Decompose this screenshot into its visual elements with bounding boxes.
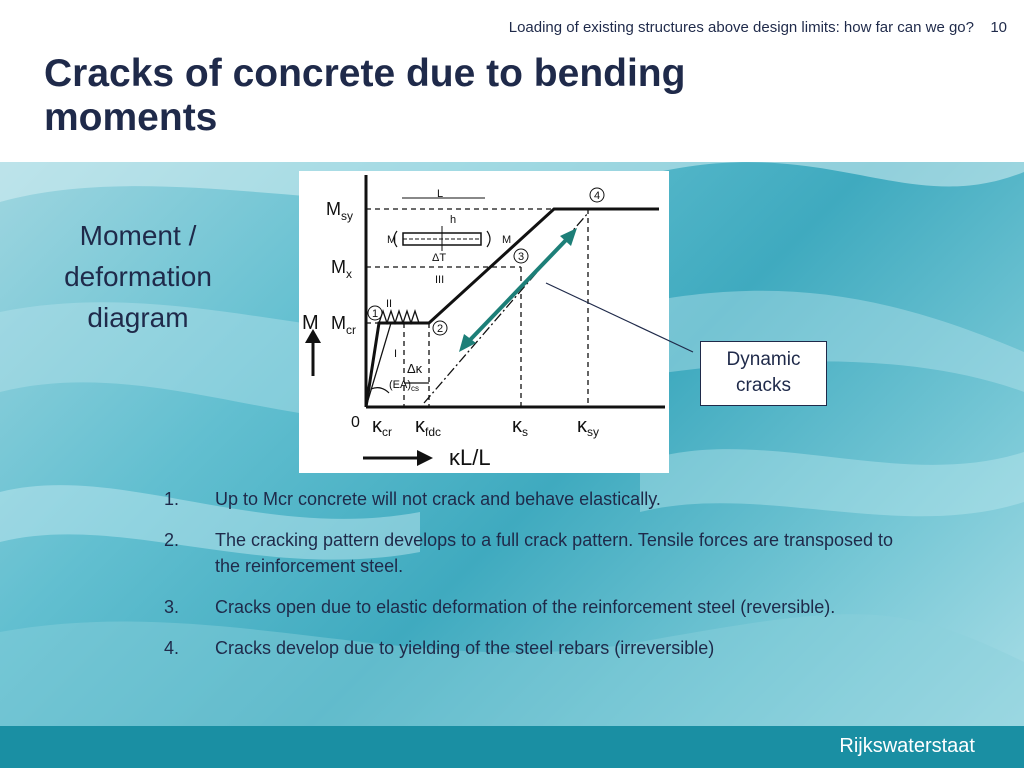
svg-text:M: M [502, 234, 512, 246]
page-number: 10 [990, 19, 1007, 36]
svg-text:κfdc: $\kappa_{fdc}$ [415, 415, 442, 439]
list-text: Up to Mcr concrete will not crack and behave elastically. [215, 489, 661, 509]
explanation-list [164, 486, 894, 676]
svg-text:4: 4 [593, 190, 601, 202]
svg-text:(EA)cs: $(EA)_{cs}$ [389, 379, 419, 393]
svg-text:III: III [435, 274, 445, 286]
slide-header [0, 0, 1024, 162]
list-number: 4. [164, 638, 180, 658]
svg-text:I: I [394, 348, 398, 360]
svg-text:κs: $\kappa_s$ [512, 415, 528, 439]
side-caption-line: diagram [87, 302, 189, 333]
list-number: 1. [164, 489, 180, 509]
list-text: Cracks develop due to yielding of the steel rebars (irreversible) [215, 638, 715, 658]
list-text: Cracks open due to elastic deformation of the reinforcement steel (reversible). [215, 597, 836, 617]
svg-text:1: 1 [371, 308, 379, 320]
side-caption [38, 215, 238, 338]
svg-text:2: 2 [436, 323, 444, 335]
svg-text:0: 0 [351, 414, 360, 431]
dynamic-cracks-arrow [459, 228, 577, 352]
footer-bar [0, 726, 1024, 768]
side-caption-line: deformation [64, 261, 212, 292]
callout-line: cracks [736, 375, 791, 396]
list-number: 2. [164, 530, 180, 550]
svg-text:ΔT: ΔT [432, 252, 447, 264]
slide-title: Cracks of concrete due to bending moments [44, 52, 686, 139]
svg-text:κL/L: κL/L [449, 445, 491, 470]
svg-text:Mx: $M_x$ [331, 257, 352, 281]
svg-text:3: 3 [517, 251, 525, 263]
svg-text:Mcr: $M_{cr}$ [331, 313, 356, 337]
svg-text:κcr: $\kappa_{cr}$ [372, 415, 392, 439]
svg-text:Msy: $M_{sy}$ [326, 199, 353, 223]
rijkswaterstaat-logo: Rijkswaterstaat [839, 735, 975, 757]
svg-text:κsy: $\kappa_{sy}$ [577, 415, 599, 439]
dynamic-cracks-callout [700, 341, 827, 406]
list-item [164, 527, 894, 579]
running-title: Loading of existing structures above design limits: how far can we go? [508, 19, 974, 36]
beam-inset [394, 198, 490, 251]
list-text: The cracking pattern develops to a full crack pattern. Tensile forces are transposed to the reinforcement steel. [215, 530, 894, 576]
moment-deformation-diagram [299, 171, 669, 473]
svg-text:M: M [387, 234, 397, 246]
list-number: 3. [164, 597, 180, 617]
svg-text:M: M [302, 312, 319, 334]
list-item [164, 594, 894, 620]
cracking-zigzag [379, 311, 419, 323]
svg-text:II: II [386, 298, 393, 310]
diagram-svg [299, 171, 669, 473]
svg-text:Δκ: Δκ [407, 361, 423, 376]
list-item [164, 486, 894, 512]
list-item [164, 635, 894, 661]
svg-text:L: L [437, 188, 444, 200]
svg-text:h: h [450, 214, 457, 226]
callout-line: Dynamic [726, 349, 801, 370]
side-caption-line: Moment / [79, 220, 197, 251]
